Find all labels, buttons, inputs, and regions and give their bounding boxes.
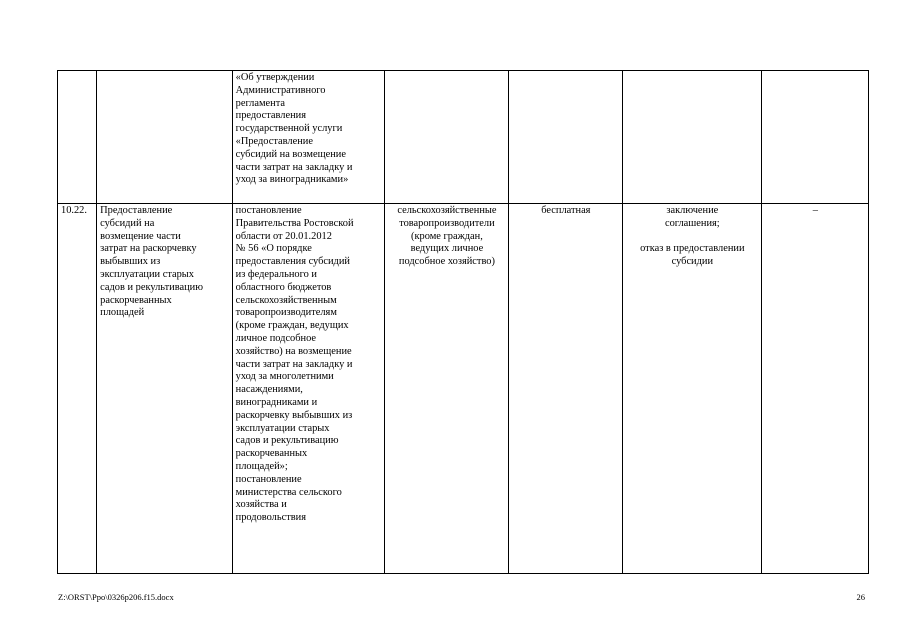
services-table (57, 70, 869, 574)
extra-cell (761, 71, 868, 204)
page-number: 26 (856, 592, 865, 602)
file-path-footer: Z:\ORST\Ppo\0326p206.f15.docx (58, 592, 174, 602)
table-row (58, 71, 869, 204)
result-cell (623, 71, 762, 204)
fee-cell: бесплатная (508, 204, 622, 574)
service-name-cell (97, 71, 233, 204)
result-cell: заключение соглашения; отказ в предоставлении субсидии (623, 204, 762, 574)
row-number-cell (58, 71, 97, 204)
applicants-cell: сельскохозяйственные товаропроизводители (кроме граждан, ведущих личное подсобное хозяйство) (385, 204, 508, 574)
applicants-cell (385, 71, 508, 204)
legal-act-cell: «Об утверждении Административного регламента предоставления государственной услуги «Предоставление субсидий на возмещение части затрат на закладку и уход за виноградниками» (232, 71, 385, 204)
service-name-cell: Предоставление субсидий на возмещение части затрат на раскорчевку выбывших из эксплуатации старых садов и рекультивацию раскорчеванных площадей (97, 204, 233, 574)
extra-cell: – (761, 204, 868, 574)
legal-act-cell: постановление Правительства Ростовской области от 20.01.2012 № 56 «О порядке предоставления субсидий из федерального и областного бюджетов сельскохозяйственным товаропроизводителям (кроме граждан, ведущих личное подсобное хозяйство) на возмещение части затрат на закладку и уход за многолетними насаждениями, виноградниками и раскорчевку выбывших из эксплуатации старых садов и рекультивацию раскорчеванных площадей»; постановление министерства сельского хозяйства и продовольствия (232, 204, 385, 574)
table-row (58, 204, 869, 574)
row-number-cell: 10.22. (58, 204, 97, 574)
fee-cell (508, 71, 622, 204)
